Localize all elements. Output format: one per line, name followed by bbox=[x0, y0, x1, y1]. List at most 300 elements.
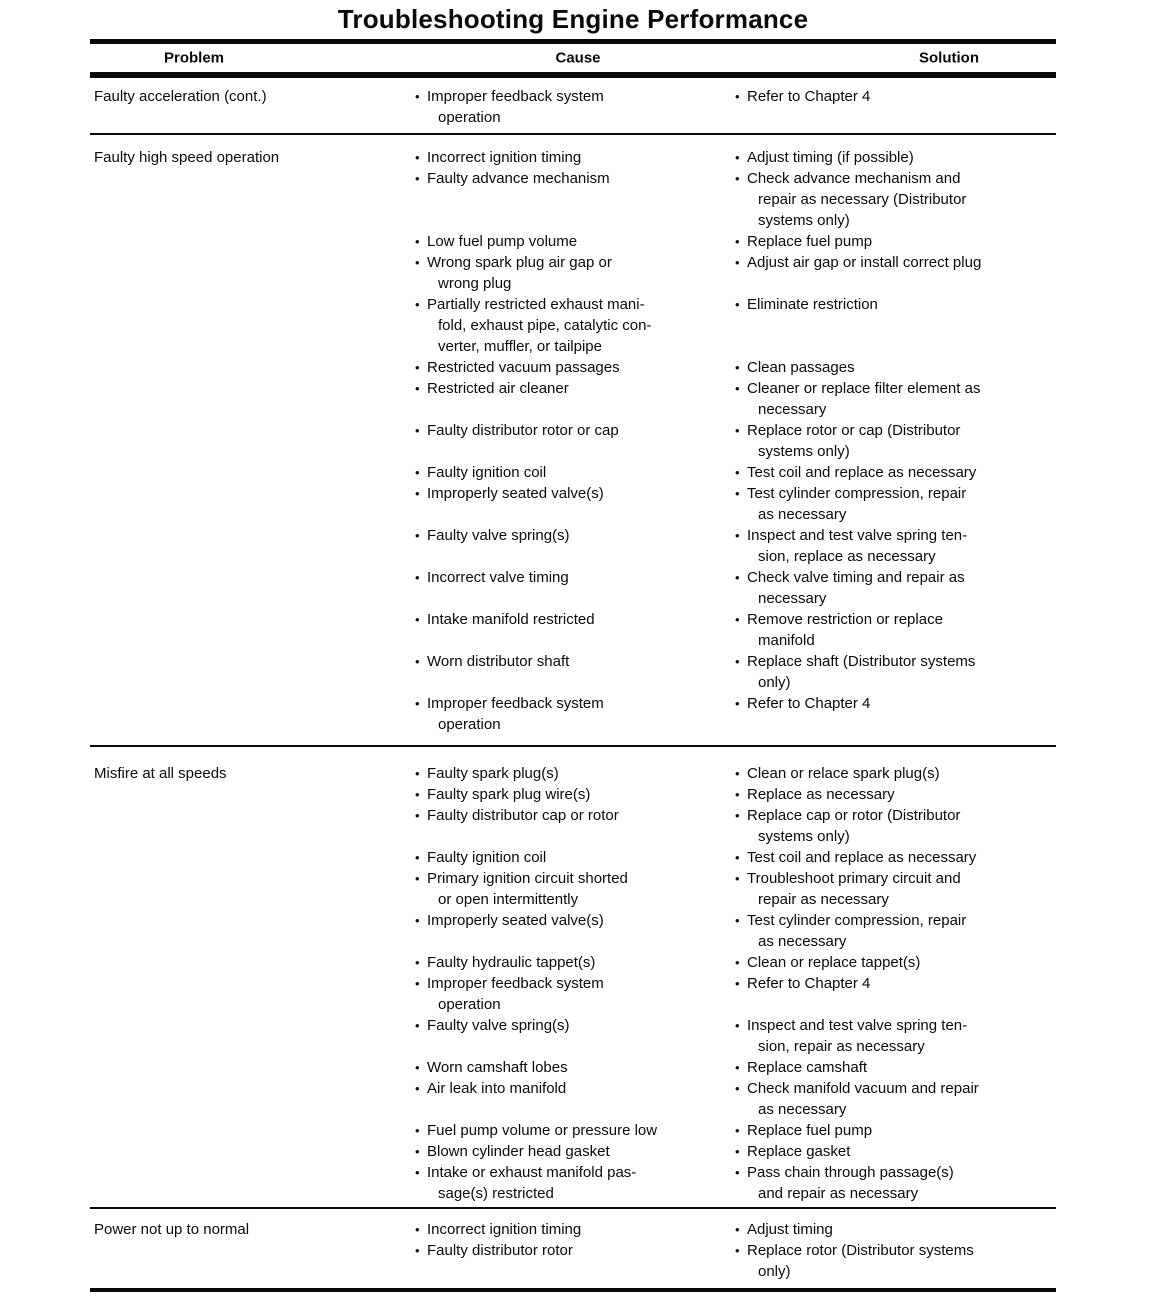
table-row bbox=[90, 747, 1056, 1209]
bullet-icon: • bbox=[415, 570, 420, 585]
cause-text: Improper feedback system bbox=[427, 88, 604, 105]
problem-cell bbox=[90, 1219, 415, 1282]
cause-cell bbox=[415, 973, 735, 1015]
solution-line: only) bbox=[758, 1263, 791, 1280]
cause-line bbox=[415, 609, 735, 630]
cause-line bbox=[415, 1162, 735, 1183]
solution-text: Replace fuel pump bbox=[747, 1122, 873, 1139]
cause-solution-pair bbox=[415, 651, 1056, 693]
problem-text: Faulty acceleration (cont.) bbox=[94, 88, 267, 105]
table-bottom-rule bbox=[90, 1288, 1056, 1292]
cause-cell bbox=[415, 483, 735, 525]
cause-text: Restricted air cleaner bbox=[427, 380, 569, 397]
cause-cell bbox=[415, 651, 735, 693]
solution-line bbox=[735, 847, 1056, 868]
solution-cell bbox=[735, 693, 1056, 735]
table-header-row bbox=[90, 44, 1056, 72]
cause-solution-pair bbox=[415, 1219, 1056, 1240]
solution-line bbox=[735, 231, 1056, 252]
cause-solution-pair bbox=[415, 252, 1056, 294]
bullet-icon: • bbox=[415, 696, 420, 711]
bullet-icon: • bbox=[415, 465, 420, 480]
cause-text: Faulty distributor rotor bbox=[427, 1242, 573, 1259]
solution-text: Replace fuel pump bbox=[747, 233, 873, 250]
bullet-icon: • bbox=[415, 654, 420, 669]
solution-line bbox=[735, 420, 1056, 441]
cause-cell bbox=[415, 693, 735, 735]
cause-line bbox=[415, 294, 735, 315]
solution-line bbox=[735, 805, 1056, 826]
solution-text: Replace cap or rotor (Distributor bbox=[747, 807, 961, 824]
bullet-icon: • bbox=[735, 360, 740, 375]
cause-line: sage(s) restricted bbox=[438, 1185, 554, 1202]
solution-line: as necessary bbox=[758, 1101, 847, 1118]
cause-text: Air leak into manifold bbox=[427, 1080, 567, 1097]
solution-cell bbox=[735, 1015, 1056, 1057]
cause-text: Worn distributor shaft bbox=[427, 653, 570, 670]
cause-text: Faulty distributor cap or rotor bbox=[427, 807, 619, 824]
cause-line bbox=[415, 168, 735, 189]
solution-cell bbox=[735, 805, 1056, 847]
bullet-icon: • bbox=[415, 1123, 420, 1138]
solution-text: Adjust air gap or install correct plug bbox=[747, 254, 982, 271]
solution-cell bbox=[735, 168, 1056, 231]
cause-line bbox=[415, 1219, 735, 1240]
solution-line bbox=[735, 357, 1056, 378]
solution-text: Clean passages bbox=[747, 359, 855, 376]
solution-line bbox=[735, 1120, 1056, 1141]
solution-line: manifold bbox=[758, 632, 815, 649]
solution-line bbox=[735, 378, 1056, 399]
solution-line bbox=[735, 294, 1056, 315]
cause-line bbox=[415, 378, 735, 399]
bullet-icon: • bbox=[735, 297, 740, 312]
cause-cell bbox=[415, 1240, 735, 1282]
bullet-icon: • bbox=[415, 955, 420, 970]
bullet-icon: • bbox=[735, 1243, 740, 1258]
cause-text: Restricted vacuum passages bbox=[427, 359, 620, 376]
cause-cell bbox=[415, 168, 735, 231]
solution-line bbox=[735, 952, 1056, 973]
cause-text: Improperly seated valve(s) bbox=[427, 912, 604, 929]
solution-cell bbox=[735, 1219, 1056, 1240]
bullet-icon: • bbox=[735, 612, 740, 627]
cause-line: operation bbox=[438, 716, 501, 733]
cause-solution-pair bbox=[415, 910, 1056, 952]
cause-cell bbox=[415, 1141, 735, 1162]
bullet-icon: • bbox=[415, 1018, 420, 1033]
problem-cell bbox=[90, 86, 415, 128]
solution-cell bbox=[735, 1240, 1056, 1282]
table-body bbox=[90, 78, 1056, 1288]
solution-line bbox=[735, 252, 1056, 273]
bullet-icon: • bbox=[735, 913, 740, 928]
solution-line bbox=[735, 609, 1056, 630]
bullet-icon: • bbox=[415, 1060, 420, 1075]
problem-cell bbox=[90, 147, 415, 735]
bullet-icon: • bbox=[735, 1060, 740, 1075]
cause-cell bbox=[415, 868, 735, 910]
cause-solution-pair bbox=[415, 1141, 1056, 1162]
cause-solution-pair bbox=[415, 805, 1056, 847]
solution-line bbox=[735, 567, 1056, 588]
cause-cell bbox=[415, 462, 735, 483]
bullet-icon: • bbox=[415, 1243, 420, 1258]
solution-cell bbox=[735, 86, 1056, 128]
cause-solution-pair bbox=[415, 378, 1056, 420]
solution-cell bbox=[735, 147, 1056, 168]
cause-cell bbox=[415, 252, 735, 294]
cause-line bbox=[415, 693, 735, 714]
cause-solution-pair bbox=[415, 86, 1056, 128]
cause-text: Faulty ignition coil bbox=[427, 849, 547, 866]
column-header-problem: Problem bbox=[163, 49, 225, 67]
solution-line bbox=[735, 86, 1056, 107]
cause-line bbox=[415, 1141, 735, 1162]
cause-solution-pair bbox=[415, 1240, 1056, 1282]
solution-line: as necessary bbox=[758, 506, 847, 523]
cause-solution-pair bbox=[415, 231, 1056, 252]
cause-solution-pair bbox=[415, 1162, 1056, 1204]
solution-text: Test coil and replace as necessary bbox=[747, 849, 977, 866]
solution-text: Eliminate restriction bbox=[747, 296, 878, 313]
cause-cell bbox=[415, 357, 735, 378]
column-header-cause: Cause bbox=[555, 49, 601, 67]
solution-line bbox=[735, 868, 1056, 889]
bullet-icon: • bbox=[415, 423, 420, 438]
solution-text: Clean or replace tappet(s) bbox=[747, 954, 921, 971]
cause-cell bbox=[415, 147, 735, 168]
cause-text: Incorrect valve timing bbox=[427, 569, 569, 586]
cause-text: Improperly seated valve(s) bbox=[427, 485, 604, 502]
bullet-icon: • bbox=[415, 150, 420, 165]
solution-cell bbox=[735, 763, 1056, 784]
table-row bbox=[90, 78, 1056, 135]
bullet-icon: • bbox=[415, 913, 420, 928]
cause-solution-pair bbox=[415, 868, 1056, 910]
solution-cell bbox=[735, 784, 1056, 805]
solution-cell bbox=[735, 1057, 1056, 1078]
bullet-icon: • bbox=[415, 612, 420, 627]
bullet-icon: • bbox=[735, 1018, 740, 1033]
solution-line bbox=[735, 1162, 1056, 1183]
solution-text: Replace rotor or cap (Distributor bbox=[747, 422, 961, 439]
cause-cell bbox=[415, 847, 735, 868]
cause-cell bbox=[415, 1120, 735, 1141]
cause-line bbox=[415, 357, 735, 378]
cause-text: Faulty hydraulic tappet(s) bbox=[427, 954, 596, 971]
cause-cell bbox=[415, 805, 735, 847]
solution-line: as necessary bbox=[758, 933, 847, 950]
bullet-icon: • bbox=[735, 423, 740, 438]
cause-cell bbox=[415, 784, 735, 805]
solution-cell bbox=[735, 868, 1056, 910]
solution-line bbox=[735, 1015, 1056, 1036]
cause-solution-pair bbox=[415, 168, 1056, 231]
bullet-icon: • bbox=[735, 850, 740, 865]
solution-line bbox=[735, 168, 1056, 189]
solution-cell bbox=[735, 294, 1056, 357]
solution-cell bbox=[735, 462, 1056, 483]
solution-text: Replace as necessary bbox=[747, 786, 895, 803]
cause-line bbox=[415, 567, 735, 588]
bullet-icon: • bbox=[735, 1165, 740, 1180]
page-title: Troubleshooting Engine Performance bbox=[337, 4, 809, 34]
solution-text: Adjust timing (if possible) bbox=[747, 149, 914, 166]
cause-solution-pair bbox=[415, 693, 1056, 735]
solution-text: Replace camshaft bbox=[747, 1059, 868, 1076]
solution-cell bbox=[735, 847, 1056, 868]
cause-text: Faulty valve spring(s) bbox=[427, 527, 570, 544]
cause-line bbox=[415, 910, 735, 931]
cause-solution-pair bbox=[415, 1120, 1056, 1141]
cause-line bbox=[415, 868, 735, 889]
cause-text: Primary ignition circuit shorted bbox=[427, 870, 628, 887]
troubleshooting-table bbox=[90, 39, 1056, 1292]
solution-line bbox=[735, 525, 1056, 546]
solution-line: necessary bbox=[758, 590, 827, 607]
solution-line: sion, repair as necessary bbox=[758, 1038, 925, 1055]
cause-line bbox=[415, 952, 735, 973]
bullet-icon: • bbox=[415, 486, 420, 501]
cause-line bbox=[415, 252, 735, 273]
solution-text: Test cylinder compression, repair bbox=[747, 485, 967, 502]
solution-text: Inspect and test valve spring ten- bbox=[747, 1017, 968, 1034]
cause-solution-pair bbox=[415, 567, 1056, 609]
cause-text: Faulty advance mechanism bbox=[427, 170, 610, 187]
cause-solution-pair bbox=[415, 147, 1056, 168]
bullet-icon: • bbox=[735, 570, 740, 585]
cause-cell bbox=[415, 609, 735, 651]
solution-text: Clean or relace spark plug(s) bbox=[747, 765, 940, 782]
bullet-icon: • bbox=[415, 808, 420, 823]
cause-line bbox=[415, 784, 735, 805]
cause-solution-pair bbox=[415, 1078, 1056, 1120]
cause-text: Faulty spark plug wire(s) bbox=[427, 786, 591, 803]
cause-solution-pair bbox=[415, 420, 1056, 462]
cause-solution-pair bbox=[415, 763, 1056, 784]
cause-solution-list bbox=[415, 1219, 1056, 1282]
cause-solution-pair bbox=[415, 525, 1056, 567]
cause-cell bbox=[415, 952, 735, 973]
cause-cell bbox=[415, 1057, 735, 1078]
solution-line bbox=[735, 973, 1056, 994]
solution-line bbox=[735, 483, 1056, 504]
cause-text: Fuel pump volume or pressure low bbox=[427, 1122, 658, 1139]
solution-cell bbox=[735, 420, 1056, 462]
solution-text: Pass chain through passage(s) bbox=[747, 1164, 954, 1181]
cause-line bbox=[415, 1120, 735, 1141]
solution-text: Refer to Chapter 4 bbox=[747, 88, 871, 105]
cause-line bbox=[415, 147, 735, 168]
cause-line: operation bbox=[438, 109, 501, 126]
solution-cell bbox=[735, 378, 1056, 420]
cause-text: Low fuel pump volume bbox=[427, 233, 578, 250]
solution-line bbox=[735, 1141, 1056, 1162]
bullet-icon: • bbox=[735, 1081, 740, 1096]
cause-solution-pair bbox=[415, 847, 1056, 868]
cause-cell bbox=[415, 86, 735, 128]
bullet-icon: • bbox=[415, 171, 420, 186]
bullet-icon: • bbox=[735, 654, 740, 669]
cause-cell bbox=[415, 1015, 735, 1057]
solution-text: Test coil and replace as necessary bbox=[747, 464, 977, 481]
solution-line: systems only) bbox=[758, 443, 850, 460]
cause-text: Improper feedback system bbox=[427, 695, 604, 712]
cause-line bbox=[415, 973, 735, 994]
solution-line bbox=[735, 651, 1056, 672]
solution-line: repair as necessary bbox=[758, 891, 889, 908]
solution-text: Refer to Chapter 4 bbox=[747, 695, 871, 712]
solution-text: Replace gasket bbox=[747, 1143, 851, 1160]
cause-solution-pair bbox=[415, 1015, 1056, 1057]
bullet-icon: • bbox=[415, 255, 420, 270]
bullet-icon: • bbox=[735, 696, 740, 711]
cause-solution-pair bbox=[415, 973, 1056, 1015]
cause-text: Incorrect ignition timing bbox=[427, 149, 582, 166]
cause-line bbox=[415, 420, 735, 441]
bullet-icon: • bbox=[735, 871, 740, 886]
solution-line bbox=[735, 1078, 1056, 1099]
cause-solution-pair bbox=[415, 462, 1056, 483]
cause-solution-pair bbox=[415, 1057, 1056, 1078]
solution-cell bbox=[735, 1141, 1056, 1162]
bullet-icon: • bbox=[415, 360, 420, 375]
solution-line: systems only) bbox=[758, 828, 850, 845]
solution-text: Check manifold vacuum and repair bbox=[747, 1080, 979, 1097]
solution-cell bbox=[735, 525, 1056, 567]
bullet-icon: • bbox=[415, 850, 420, 865]
solution-line bbox=[735, 147, 1056, 168]
cause-line bbox=[415, 525, 735, 546]
solution-text: Replace rotor (Distributor systems bbox=[747, 1242, 974, 1259]
solution-text: Remove restriction or replace bbox=[747, 611, 943, 628]
cause-text: Partially restricted exhaust mani- bbox=[427, 296, 645, 313]
solution-line: systems only) bbox=[758, 212, 850, 229]
cause-line bbox=[415, 462, 735, 483]
solution-text: Check valve timing and repair as bbox=[747, 569, 965, 586]
solution-text: Inspect and test valve spring ten- bbox=[747, 527, 968, 544]
cause-solution-pair bbox=[415, 483, 1056, 525]
bullet-icon: • bbox=[415, 976, 420, 991]
bullet-icon: • bbox=[415, 787, 420, 802]
solution-line bbox=[735, 1240, 1056, 1261]
bullet-icon: • bbox=[735, 89, 740, 104]
solution-text: Test cylinder compression, repair bbox=[747, 912, 967, 929]
solution-text: Adjust timing bbox=[747, 1221, 833, 1238]
bullet-icon: • bbox=[735, 787, 740, 802]
solution-text: Replace shaft (Distributor systems bbox=[747, 653, 976, 670]
cause-solution-list bbox=[415, 763, 1056, 1204]
solution-line bbox=[735, 763, 1056, 784]
cause-line bbox=[415, 86, 735, 107]
cause-line: or open intermittently bbox=[438, 891, 579, 908]
cause-text: Faulty distributor rotor or cap bbox=[427, 422, 619, 439]
cause-line bbox=[415, 1057, 735, 1078]
cause-line bbox=[415, 1015, 735, 1036]
bullet-icon: • bbox=[415, 381, 420, 396]
cause-text: Incorrect ignition timing bbox=[427, 1221, 582, 1238]
solution-line: and repair as necessary bbox=[758, 1185, 919, 1202]
solution-cell bbox=[735, 651, 1056, 693]
cause-text: Blown cylinder head gasket bbox=[427, 1143, 610, 1160]
cause-line bbox=[415, 847, 735, 868]
solution-line bbox=[735, 910, 1056, 931]
cause-line bbox=[415, 763, 735, 784]
solution-cell bbox=[735, 609, 1056, 651]
solution-cell bbox=[735, 1162, 1056, 1204]
bullet-icon: • bbox=[735, 766, 740, 781]
cause-line bbox=[415, 1240, 735, 1261]
solution-cell bbox=[735, 910, 1056, 952]
bullet-icon: • bbox=[735, 150, 740, 165]
solution-text: Refer to Chapter 4 bbox=[747, 975, 871, 992]
cause-line bbox=[415, 651, 735, 672]
bullet-icon: • bbox=[415, 89, 420, 104]
cause-line: operation bbox=[438, 996, 501, 1013]
bullet-icon: • bbox=[735, 171, 740, 186]
cause-line bbox=[415, 1078, 735, 1099]
solution-text: Check advance mechanism and bbox=[747, 170, 961, 187]
bullet-icon: • bbox=[735, 955, 740, 970]
cause-text: Faulty ignition coil bbox=[427, 464, 547, 481]
cause-cell bbox=[415, 294, 735, 357]
table-row bbox=[90, 135, 1056, 747]
cause-line: verter, muffler, or tailpipe bbox=[438, 338, 602, 355]
solution-text: Cleaner or replace filter element as bbox=[747, 380, 981, 397]
solution-cell bbox=[735, 1078, 1056, 1120]
solution-cell bbox=[735, 1120, 1056, 1141]
cause-text: Wrong spark plug air gap or bbox=[427, 254, 612, 271]
cause-text: Faulty valve spring(s) bbox=[427, 1017, 570, 1034]
bullet-icon: • bbox=[735, 1123, 740, 1138]
cause-cell bbox=[415, 763, 735, 784]
cause-cell bbox=[415, 420, 735, 462]
cause-text: Worn camshaft lobes bbox=[427, 1059, 568, 1076]
bullet-icon: • bbox=[735, 465, 740, 480]
cause-solution-list bbox=[415, 147, 1056, 735]
bullet-icon: • bbox=[735, 1144, 740, 1159]
cause-text: Intake or exhaust manifold pas- bbox=[427, 1164, 637, 1181]
cause-cell bbox=[415, 525, 735, 567]
bullet-icon: • bbox=[415, 766, 420, 781]
table-row bbox=[90, 1209, 1056, 1288]
cause-line bbox=[415, 231, 735, 252]
bullet-icon: • bbox=[735, 976, 740, 991]
cause-cell bbox=[415, 567, 735, 609]
bullet-icon: • bbox=[415, 871, 420, 886]
problem-text: Power not up to normal bbox=[94, 1221, 250, 1238]
cause-text: Improper feedback system bbox=[427, 975, 604, 992]
solution-line bbox=[735, 1057, 1056, 1078]
bullet-icon: • bbox=[735, 255, 740, 270]
cause-cell bbox=[415, 1219, 735, 1240]
bullet-icon: • bbox=[735, 381, 740, 396]
solution-cell bbox=[735, 973, 1056, 1015]
cause-solution-pair bbox=[415, 784, 1056, 805]
solution-cell bbox=[735, 231, 1056, 252]
problem-cell bbox=[90, 763, 415, 1204]
bullet-icon: • bbox=[415, 1222, 420, 1237]
solution-cell bbox=[735, 357, 1056, 378]
cause-line: wrong plug bbox=[438, 275, 512, 292]
solution-line bbox=[735, 462, 1056, 483]
bullet-icon: • bbox=[735, 528, 740, 543]
bullet-icon: • bbox=[735, 808, 740, 823]
cause-line bbox=[415, 805, 735, 826]
bullet-icon: • bbox=[415, 528, 420, 543]
cause-text: Faulty spark plug(s) bbox=[427, 765, 559, 782]
